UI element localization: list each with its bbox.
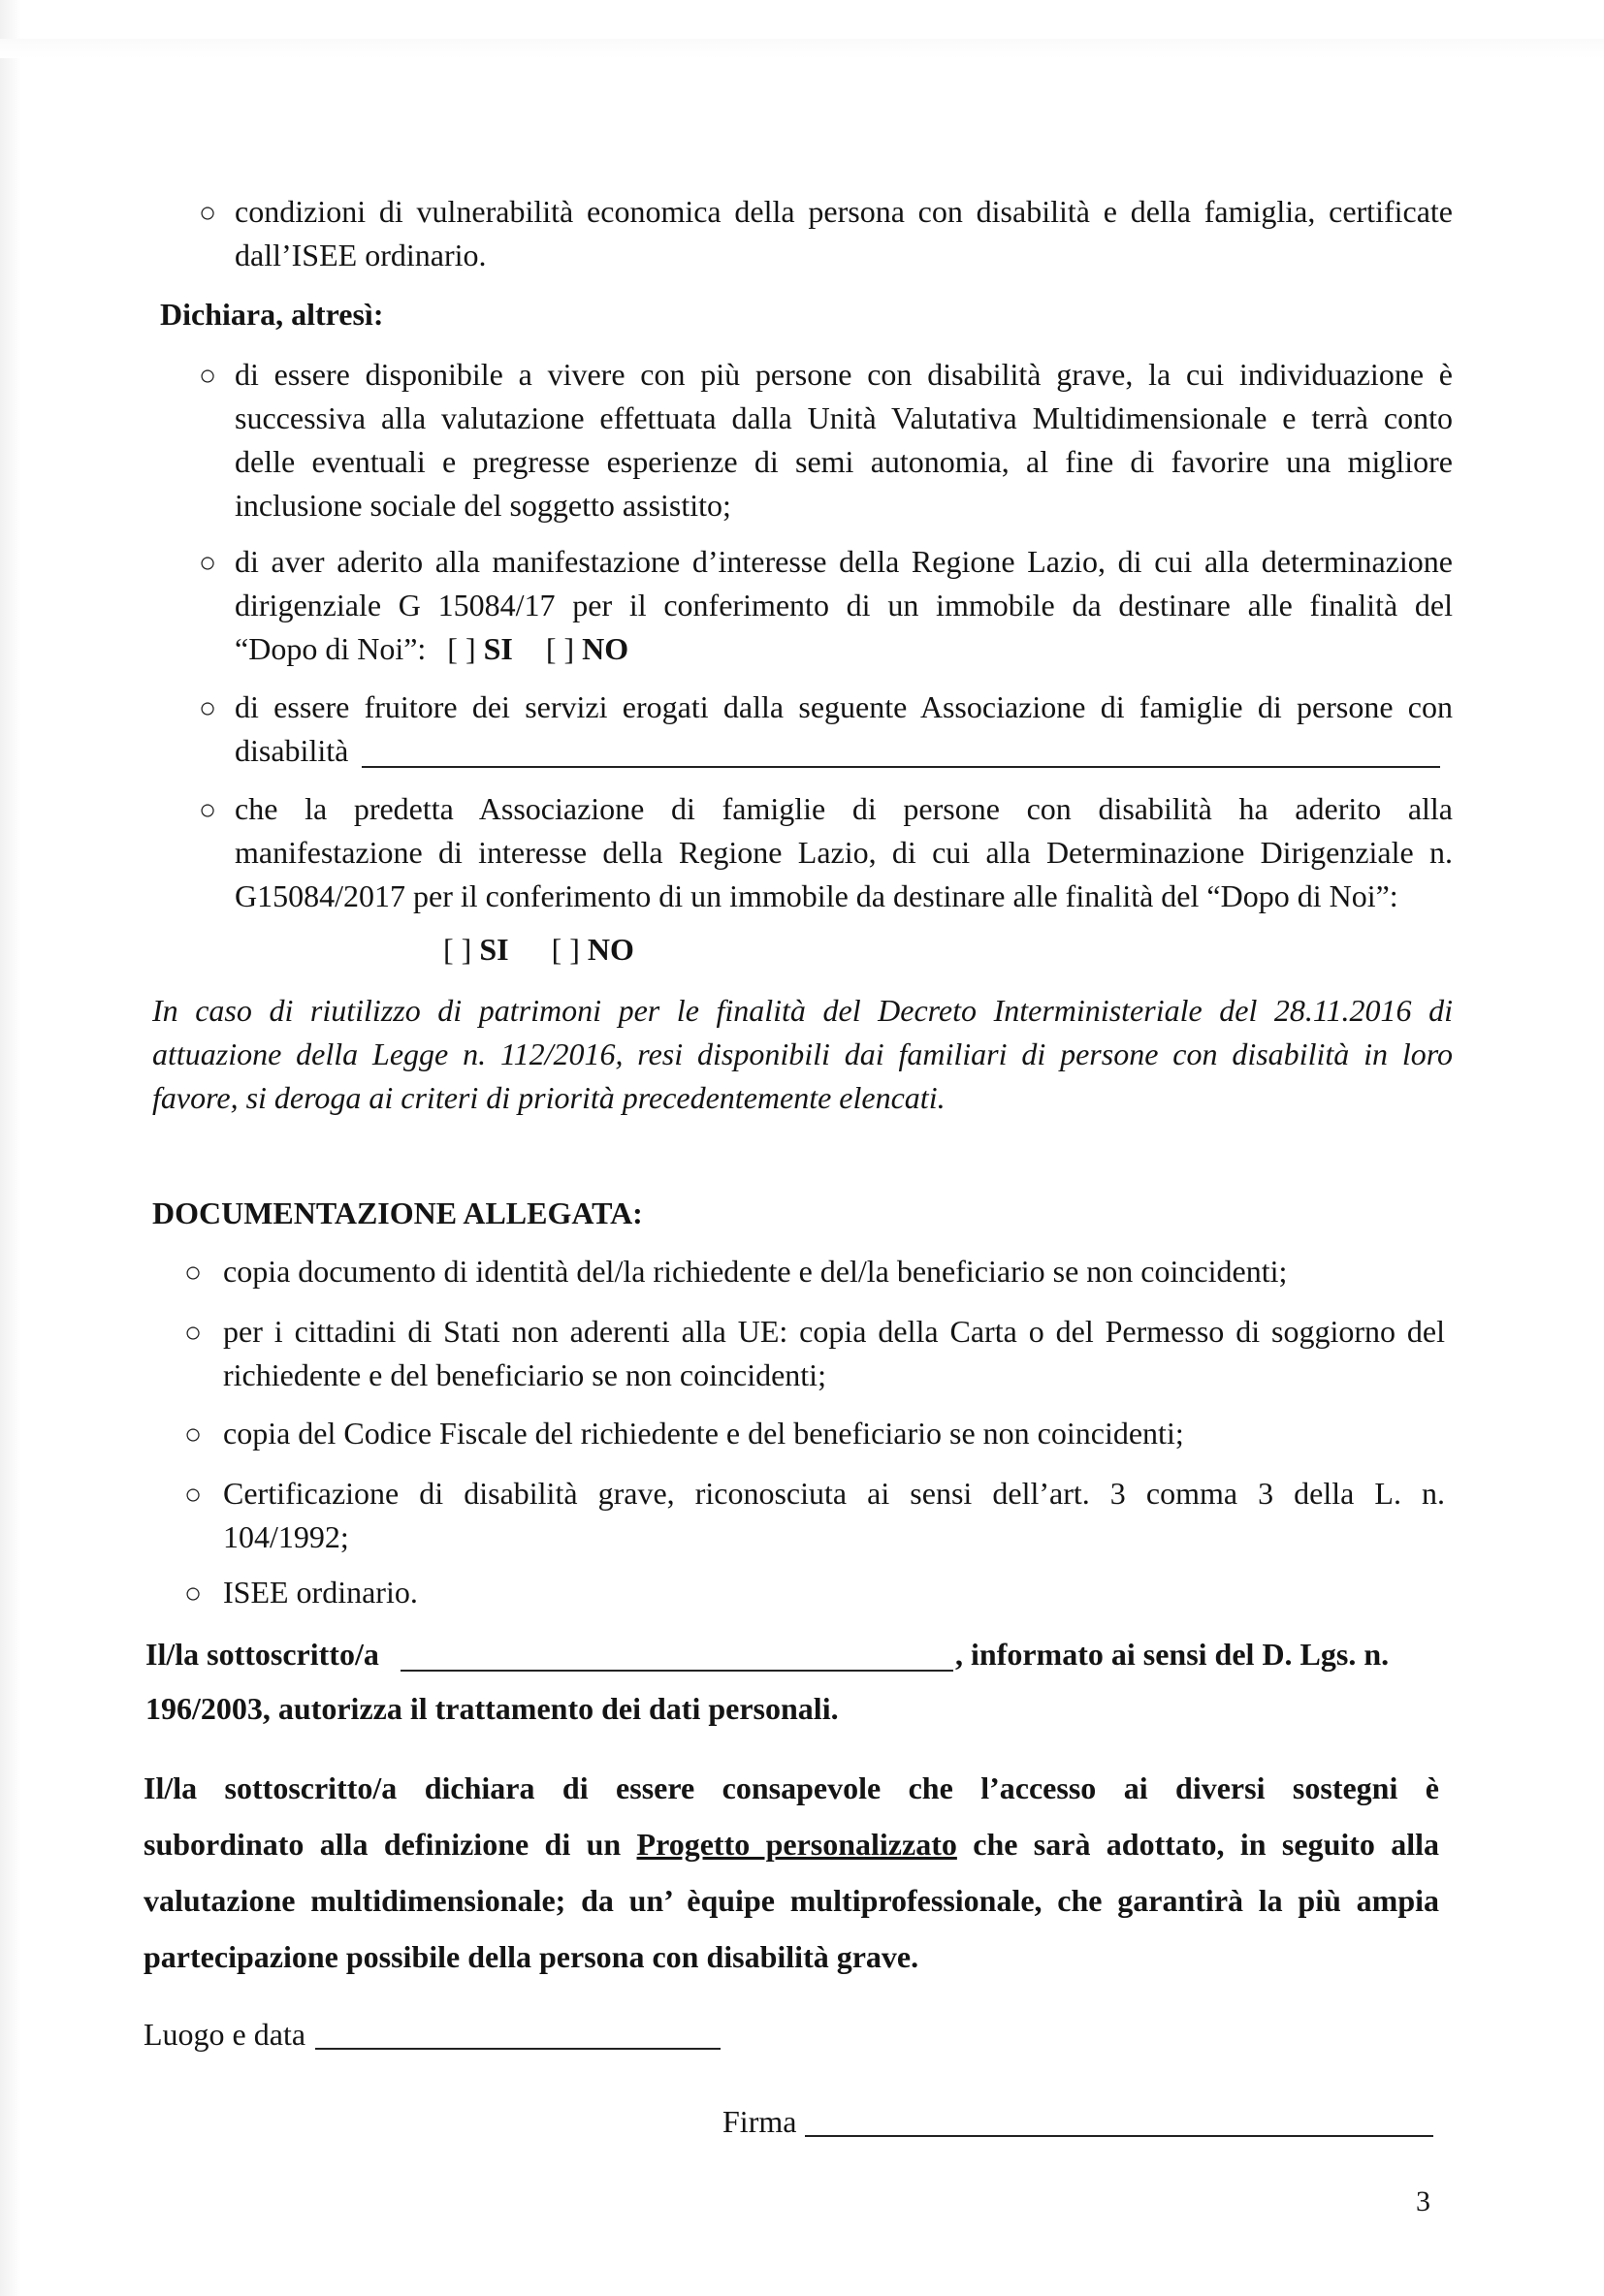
italic-note-line-3: favore, si deroga ai criteri di priorità precedentemente elencati.: [152, 1080, 946, 1115]
attachment-permit-line-1: per i cittadini di Stati non aderenti alla UE: copia della Carta o del Permesso di soggiorno del: [223, 1314, 1445, 1349]
bullet-circle-icon: ○: [184, 1317, 203, 1349]
decl4-si-checkbox[interactable]: [443, 932, 509, 967]
attachment-permit-line-2: richiedente e del beneficiario se non coincidenti;: [223, 1357, 826, 1392]
italic-note-line-1: In caso di riutilizzo di patrimoni per le finalità del Decreto Interministeriale del 28.11.2016 di: [152, 993, 1453, 1028]
bullet-circle-icon: ○: [199, 692, 217, 724]
bullet-circle-icon: ○: [199, 360, 217, 392]
signature-field[interactable]: [805, 2135, 1433, 2137]
signature-label: Firma: [722, 2104, 797, 2139]
place-date-field[interactable]: [315, 2048, 721, 2050]
awareness-line-2: [144, 1816, 1439, 1872]
attachment-id-document: copia documento di identità del/la richiedente e del/la beneficiario se non coincidenti;: [223, 1254, 1288, 1289]
decl2-line-2: dirigenziale G 15084/17 per il conferimento di un immobile da destinare alle finalità del: [235, 588, 1453, 622]
bullet-circle-icon: ○: [199, 547, 217, 579]
awareness-line-1: Il/la sottoscritto/a dichiara di essere consapevole che l’accesso ai diversi sostegni è: [144, 1770, 1439, 1805]
place-date-label: Luogo e data: [144, 2017, 306, 2052]
checkbox-bracket: [ ]: [447, 631, 476, 666]
decl2-line-3: [235, 627, 628, 671]
italic-note-line-2: attuazione della Legge n. 112/2016, resi disponibili dai familiari di persone con disabilità in loro: [152, 1036, 1453, 1071]
signer-name-field[interactable]: [401, 1670, 953, 1672]
decl1-line-4: inclusione sociale del soggetto assistito;: [235, 488, 731, 523]
checkbox-bracket: [ ]: [545, 631, 575, 666]
decl4-no-checkbox[interactable]: [552, 932, 634, 967]
awareness-line-2-start: subordinato alla definizione di un: [144, 1827, 622, 1862]
item-isee-line-2: dall’ISEE ordinario.: [235, 238, 487, 272]
bullet-circle-icon: ○: [199, 197, 217, 229]
decl2-no-checkbox[interactable]: [546, 631, 628, 666]
item-isee-line-1: condizioni di vulnerabilità economica della persona con disabilità e della famiglia, certificate: [235, 194, 1453, 229]
decl3-line-1: di essere fruitore dei servizi erogati dalla seguente Associazione di famiglie di persone con: [235, 689, 1453, 724]
attachment-certification-line-1: Certificazione di disabilità grave, riconosciuta ai sensi dell’art. 3 comma 3 della L. n.: [223, 1476, 1445, 1511]
awareness-line-4: partecipazione possibile della persona con disabilità grave.: [144, 1939, 919, 1974]
decl4-line-2: manifestazione di interesse della Regione Lazio, di cui alla Determinazione Dirigenziale n.: [235, 835, 1453, 870]
decl1-line-3: delle eventuali e pregresse esperienze di semi autonomia, al fine di favorire una migliore: [235, 444, 1453, 479]
awareness-line-3: valutazione multidimensionale; da un’ èquipe multiprofessionale, che garantirà la più ampia: [144, 1883, 1439, 1918]
bullet-circle-icon: ○: [184, 1479, 203, 1511]
decl1-line-2: successiva alla valutazione effettuata dalla Unità Valutativa Multidimensionale e terrà conto: [235, 400, 1453, 435]
checkbox-bracket: [ ]: [443, 932, 472, 967]
bullet-circle-icon: ○: [184, 1578, 203, 1610]
option-no: NO: [582, 631, 629, 666]
decl1-line-1: di essere disponibile a vivere con più persone con disabilità grave, la cui individuazione è: [235, 357, 1453, 392]
bullet-circle-icon: ○: [184, 1257, 203, 1289]
decl3-disabilita: disabilità: [235, 733, 349, 768]
decl2-dopo-di-noi: “Dopo di Noi”:: [235, 631, 427, 666]
attachment-tax-code: copia del Codice Fiscale del richiedente e del beneficiario se non coincidenti;: [223, 1416, 1184, 1451]
scan-edge-shadow: [0, 0, 21, 2296]
decl2-line-1: di aver aderito alla manifestazione d’interesse della Regione Lazio, di cui alla determinazione: [235, 544, 1453, 579]
option-no: NO: [587, 932, 634, 967]
decl2-si-checkbox[interactable]: [447, 631, 513, 666]
consent-informed-text: , informato ai sensi del D. Lgs. n.: [955, 1637, 1390, 1672]
decl4-line-1: che la predetta Associazione di famiglie di persone con disabilità ha aderito alla: [235, 791, 1453, 826]
consent-line-2: 196/2003, autorizza il trattamento dei dati personali.: [145, 1691, 839, 1726]
declares-heading: Dichiara, altresì:: [160, 297, 384, 332]
decl4-line-3: G15084/2017 per il conferimento di un immobile da destinare alle finalità del “Dopo di Noi”:: [235, 878, 1398, 913]
scan-top-shadow: [0, 39, 1604, 58]
page-number: 3: [1416, 2185, 1430, 2217]
personalized-project-term: Progetto personalizzato: [636, 1827, 957, 1862]
consent-signer-label: Il/la sottoscritto/a: [145, 1637, 379, 1672]
bullet-circle-icon: ○: [199, 794, 217, 826]
decl3-line-2: [235, 729, 348, 773]
option-si: SI: [479, 932, 509, 967]
decl4-options: [443, 928, 634, 972]
bullet-circle-icon: ○: [184, 1419, 203, 1451]
awareness-line-2-end: che sarà adottato, in seguito alla: [973, 1827, 1440, 1862]
attachment-certification-line-2: 104/1992;: [223, 1519, 349, 1554]
checkbox-bracket: [ ]: [551, 932, 580, 967]
option-si: SI: [483, 631, 513, 666]
association-name-field[interactable]: [362, 766, 1440, 768]
attachment-isee: ISEE ordinario.: [223, 1575, 418, 1610]
attachments-heading: DOCUMENTAZIONE ALLEGATA:: [152, 1196, 643, 1230]
